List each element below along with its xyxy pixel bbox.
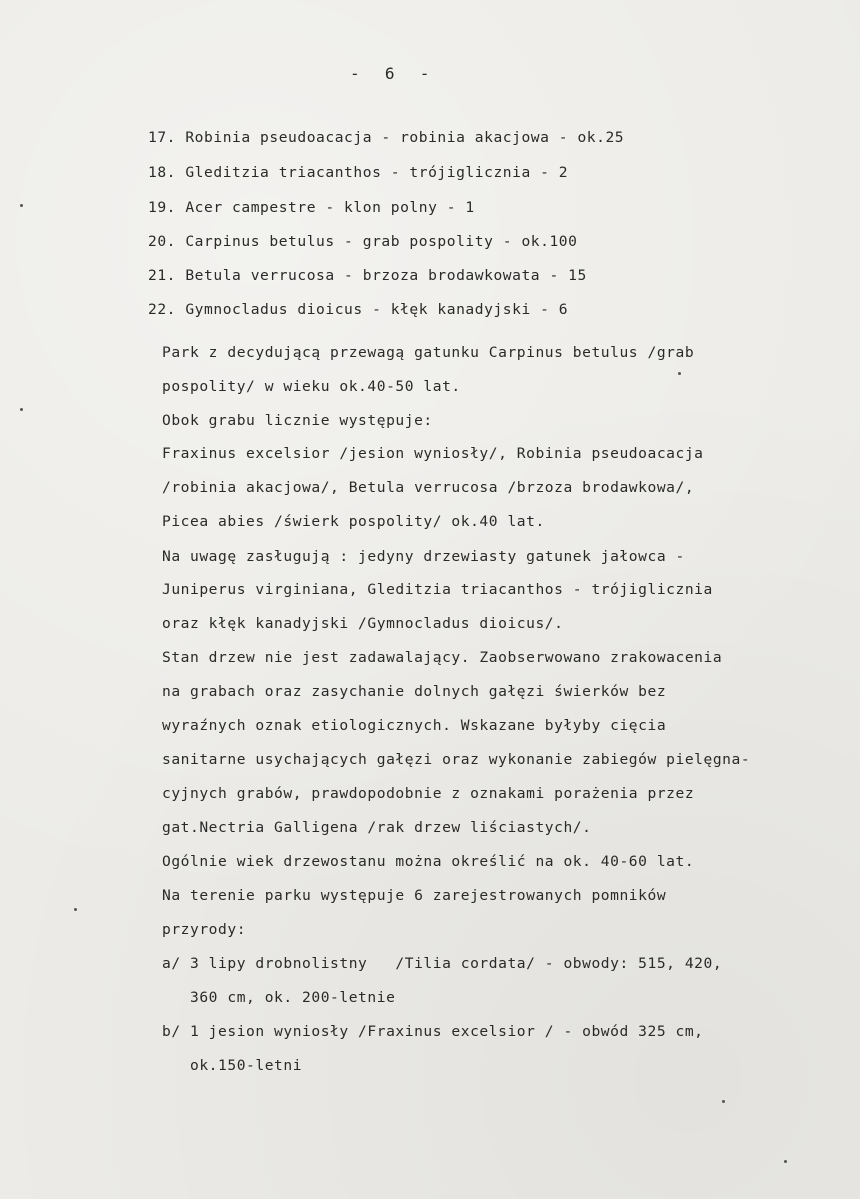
- scan-speck: [20, 204, 23, 207]
- scan-speck: [722, 1100, 725, 1103]
- body-line: cyjnych grabów, prawdopodobnie z oznakami porażenia przez: [162, 785, 695, 802]
- body-line: Picea abies /świerk pospolity/ ok.40 lat.: [162, 513, 545, 530]
- monument-item-b: b/ 1 jesion wyniosły /Fraxinus excelsior / - obwód 325 cm,: [162, 1023, 704, 1040]
- monument-item-b-cont: ok.150-letni: [162, 1057, 303, 1074]
- body-line: Ogólnie wiek drzewostanu można określić na ok. 40-60 lat.: [162, 853, 695, 870]
- body-line: Obok grabu licznie występuje:: [162, 412, 433, 429]
- scan-speck: [784, 1160, 787, 1163]
- species-item-19: 19. Acer campestre - klon polny - 1: [148, 199, 475, 216]
- species-item-18: 18. Gleditzia triacanthos - trójiglicznia - 2: [148, 164, 569, 181]
- monument-item-a-cont: 360 cm, ok. 200-letnie: [162, 989, 396, 1006]
- species-item-22: 22. Gymnocladus dioicus - kłęk kanadyjski - 6: [148, 301, 569, 318]
- body-line: oraz kłęk kanadyjski /Gymnocladus dioicus/.: [162, 615, 564, 632]
- body-line: Na terenie parku występuje 6 zarejestrowanych pomników: [162, 887, 667, 904]
- body-line: gat.Nectria Galligena /rak drzew liściastych/.: [162, 819, 592, 836]
- page-number: - 6 -: [350, 64, 432, 83]
- monument-item-a: a/ 3 lipy drobnolistny /Tilia cordata/ - obwody: 515, 420,: [162, 955, 723, 972]
- body-line: Stan drzew nie jest zadawalający. Zaobserwowano zrakowacenia: [162, 649, 723, 666]
- body-line: Na uwagę zasługują : jedyny drzewiasty gatunek jałowca -: [162, 548, 685, 565]
- species-item-20: 20. Carpinus betulus - grab pospolity - ok.100: [148, 233, 578, 250]
- species-item-21: 21. Betula verrucosa - brzoza brodawkowata - 15: [148, 267, 587, 284]
- body-line: Juniperus virginiana, Gleditzia triacanthos - trójiglicznia: [162, 581, 713, 598]
- scan-speck: [74, 908, 77, 911]
- body-line: przyrody:: [162, 921, 247, 938]
- scan-speck: [20, 408, 23, 411]
- body-line: wyraźnych oznak etiologicznych. Wskazane byłyby cięcia: [162, 717, 667, 734]
- body-line: Park z decydującą przewagą gatunku Carpinus betulus /grab: [162, 344, 695, 361]
- body-line: Fraxinus excelsior /jesion wyniosły/, Robinia pseudoacacja: [162, 445, 704, 462]
- body-line: /robinia akacjowa/, Betula verrucosa /brzoza brodawkowa/,: [162, 479, 695, 496]
- body-line: na grabach oraz zasychanie dolnych gałęzi świerków bez: [162, 683, 667, 700]
- body-line: pospolity/ w wieku ok.40-50 lat.: [162, 378, 461, 395]
- scan-speck: [678, 372, 681, 375]
- species-item-17: 17. Robinia pseudoacacja - robinia akacjowa - ok.25: [148, 129, 625, 146]
- body-line: sanitarne usychających gałęzi oraz wykonanie zabiegów pielęgna-: [162, 751, 751, 768]
